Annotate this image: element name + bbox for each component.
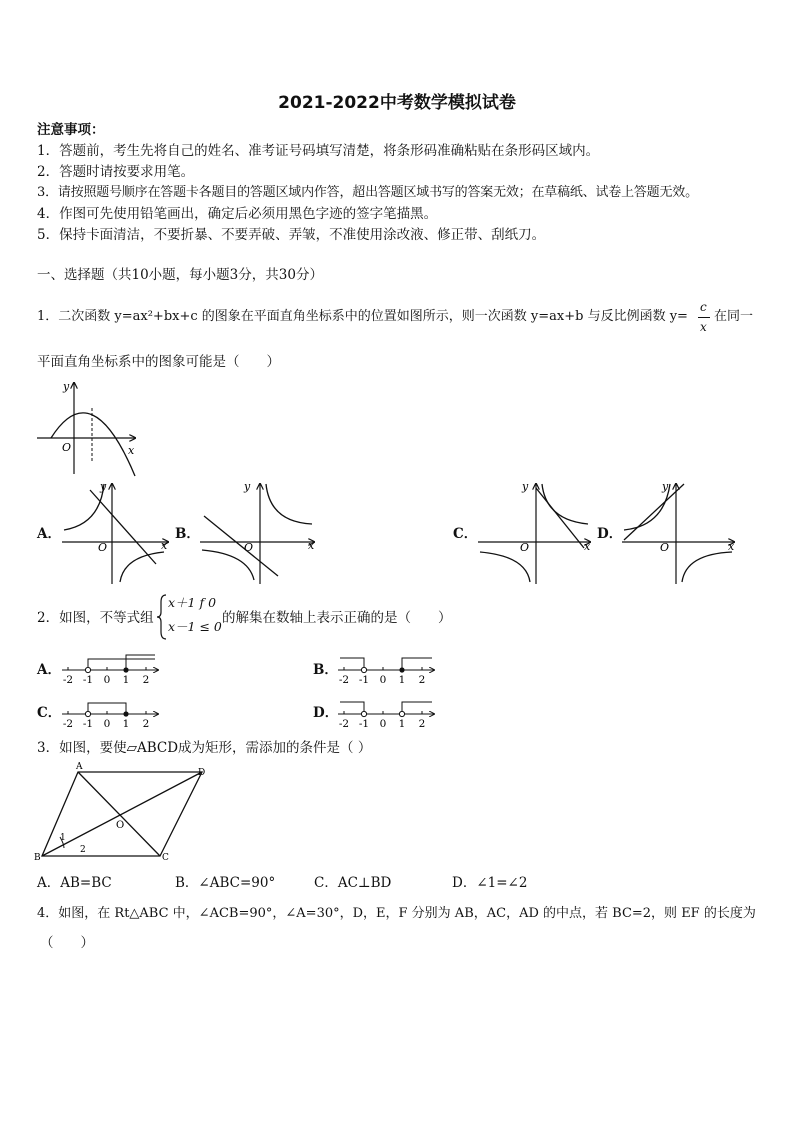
q2-option-a-label: A．	[37, 662, 61, 678]
q1-parabola-figure	[37, 378, 147, 478]
q2-number-line-b	[336, 652, 440, 686]
tick-label: 0	[379, 674, 387, 686]
tick-label: 0	[379, 718, 387, 730]
q3-option-b: B．∠ABC=90°	[175, 875, 276, 891]
tick-label: 0	[103, 674, 111, 686]
point-label-c: C	[162, 853, 169, 863]
tick-label: 2	[418, 674, 426, 686]
tick-label: 1	[398, 718, 406, 730]
point-label-d: D	[198, 768, 206, 778]
axis-x-label: x	[728, 540, 735, 553]
notice-item: 5．保持卡面清洁，不要折暴、不要弄破、弄皱，不准使用涂改液、修正带、刮纸刀。	[37, 227, 546, 243]
notice-item: 4．作图可先使用铅笔画出，确定后必须用黑色字迹的签字笔描黑。	[37, 206, 438, 222]
axis-y-label: y	[244, 480, 251, 493]
origin-label: O	[520, 541, 530, 554]
q2-text-suffix: 的解集在数轴上表示正确的是（ ）	[222, 610, 452, 626]
notice-item: 3．请按照题号顺序在答题卡各题目的答题区域内作答，超出答题区域书写的答案无效；在草稿纸、试卷上答题无效。	[37, 185, 698, 200]
q1-option-b-graph	[198, 478, 320, 586]
axis-x-label: x	[128, 444, 135, 457]
axis-y-label: y	[522, 480, 529, 493]
q1-fraction-denominator: x	[700, 320, 707, 334]
q2-inequality-2: x－1 ≤ 0	[168, 619, 222, 634]
notice-heading: 注意事项：	[37, 122, 105, 138]
q3-option-d: D．∠1=∠2	[452, 875, 528, 891]
q1-text-end: 在同一	[714, 309, 754, 324]
q2-brace	[156, 594, 168, 640]
q3-option-a: A．AB=BC	[37, 875, 112, 891]
q2-number-line-a	[60, 652, 164, 686]
q2-text-prefix: 2．如图，不等式组	[37, 610, 154, 626]
tick-label: -2	[338, 718, 350, 730]
tick-label: 2	[142, 674, 150, 686]
q2-option-c-label: C．	[37, 705, 62, 721]
angle-label-1: 1	[60, 833, 66, 843]
point-label-a: A	[76, 762, 83, 772]
section-heading: 一、选择题（共10小题，每小题3分，共30分）	[37, 267, 323, 283]
point-label-b: B	[34, 853, 41, 863]
tick-label: -2	[62, 674, 74, 686]
axis-y-label: y	[662, 480, 669, 493]
tick-label: -2	[338, 674, 350, 686]
q2-number-line-d	[336, 696, 440, 730]
q3-text: 3．如图，要使▱ABCD成为矩形，需添加的条件是（ ）	[37, 740, 372, 756]
angle-label-2: 2	[80, 845, 86, 855]
q3-option-c: C．AC⊥BD	[314, 875, 392, 891]
axis-y-label: y	[63, 380, 70, 393]
tick-label: 2	[418, 718, 426, 730]
q1-option-a-graph	[60, 478, 172, 586]
q2-option-d-label: D．	[313, 705, 339, 721]
tick-label: 1	[122, 718, 130, 730]
tick-label: 2	[142, 718, 150, 730]
page-title: 2021-2022中考数学模拟试卷	[278, 93, 516, 113]
axis-y-label: y	[100, 480, 107, 493]
q4-text: 4．如图，在 Rt△ABC 中，∠ACB=90°，∠A=30°，D，E，F 分别为 AB，AC，AD 的中点，若 BC=2，则 EF 的长度为	[37, 906, 756, 921]
q2-inequality-1: x＋1 f 0	[168, 595, 217, 610]
q4-text-line2: （ ）	[40, 935, 94, 951]
q1-text-line2: 平面直角坐标系中的图象可能是（ ）	[37, 354, 280, 370]
tick-label: -1	[82, 674, 94, 686]
tick-label: 0	[103, 718, 111, 730]
axis-x-label: x	[308, 539, 315, 552]
origin-label: O	[62, 441, 72, 454]
tick-label: -2	[62, 718, 74, 730]
q2-option-b-label: B．	[313, 662, 338, 678]
q1-option-d-label: D．	[597, 526, 623, 542]
point-label-o: O	[116, 820, 125, 831]
q1-fraction-numerator: c	[700, 300, 707, 314]
origin-label: O	[98, 541, 108, 554]
q3-parallelogram-figure	[34, 762, 214, 866]
tick-label: -1	[358, 674, 370, 686]
axis-x-label: x	[584, 540, 591, 553]
notice-item: 1．答题前，考生先将自己的姓名、准考证号码填写清楚，将条形码准确粘贴在条形码区域内。	[37, 143, 600, 159]
origin-label: O	[660, 541, 670, 554]
tick-label: 1	[398, 674, 406, 686]
q2-number-line-c	[60, 696, 164, 730]
q1-option-c-graph	[476, 478, 596, 586]
notice-item: 2．答题时请按要求用笔。	[37, 164, 195, 180]
axis-x-label: x	[161, 539, 168, 552]
tick-label: -1	[358, 718, 370, 730]
tick-label: 1	[122, 674, 130, 686]
q1-option-b-label: B．	[175, 526, 200, 542]
q1-option-a-label: A．	[37, 526, 61, 542]
q1-option-d-graph	[620, 478, 740, 586]
q1-text: 1．二次函数 y=ax²+bx+c 的图象在平面直角坐标系中的位置如图所示，则一次函数 y=ax+b 与反比例函数 y=	[37, 309, 688, 324]
tick-label: -1	[82, 718, 94, 730]
origin-label: O	[244, 541, 254, 554]
q1-option-c-label: C．	[453, 526, 478, 542]
